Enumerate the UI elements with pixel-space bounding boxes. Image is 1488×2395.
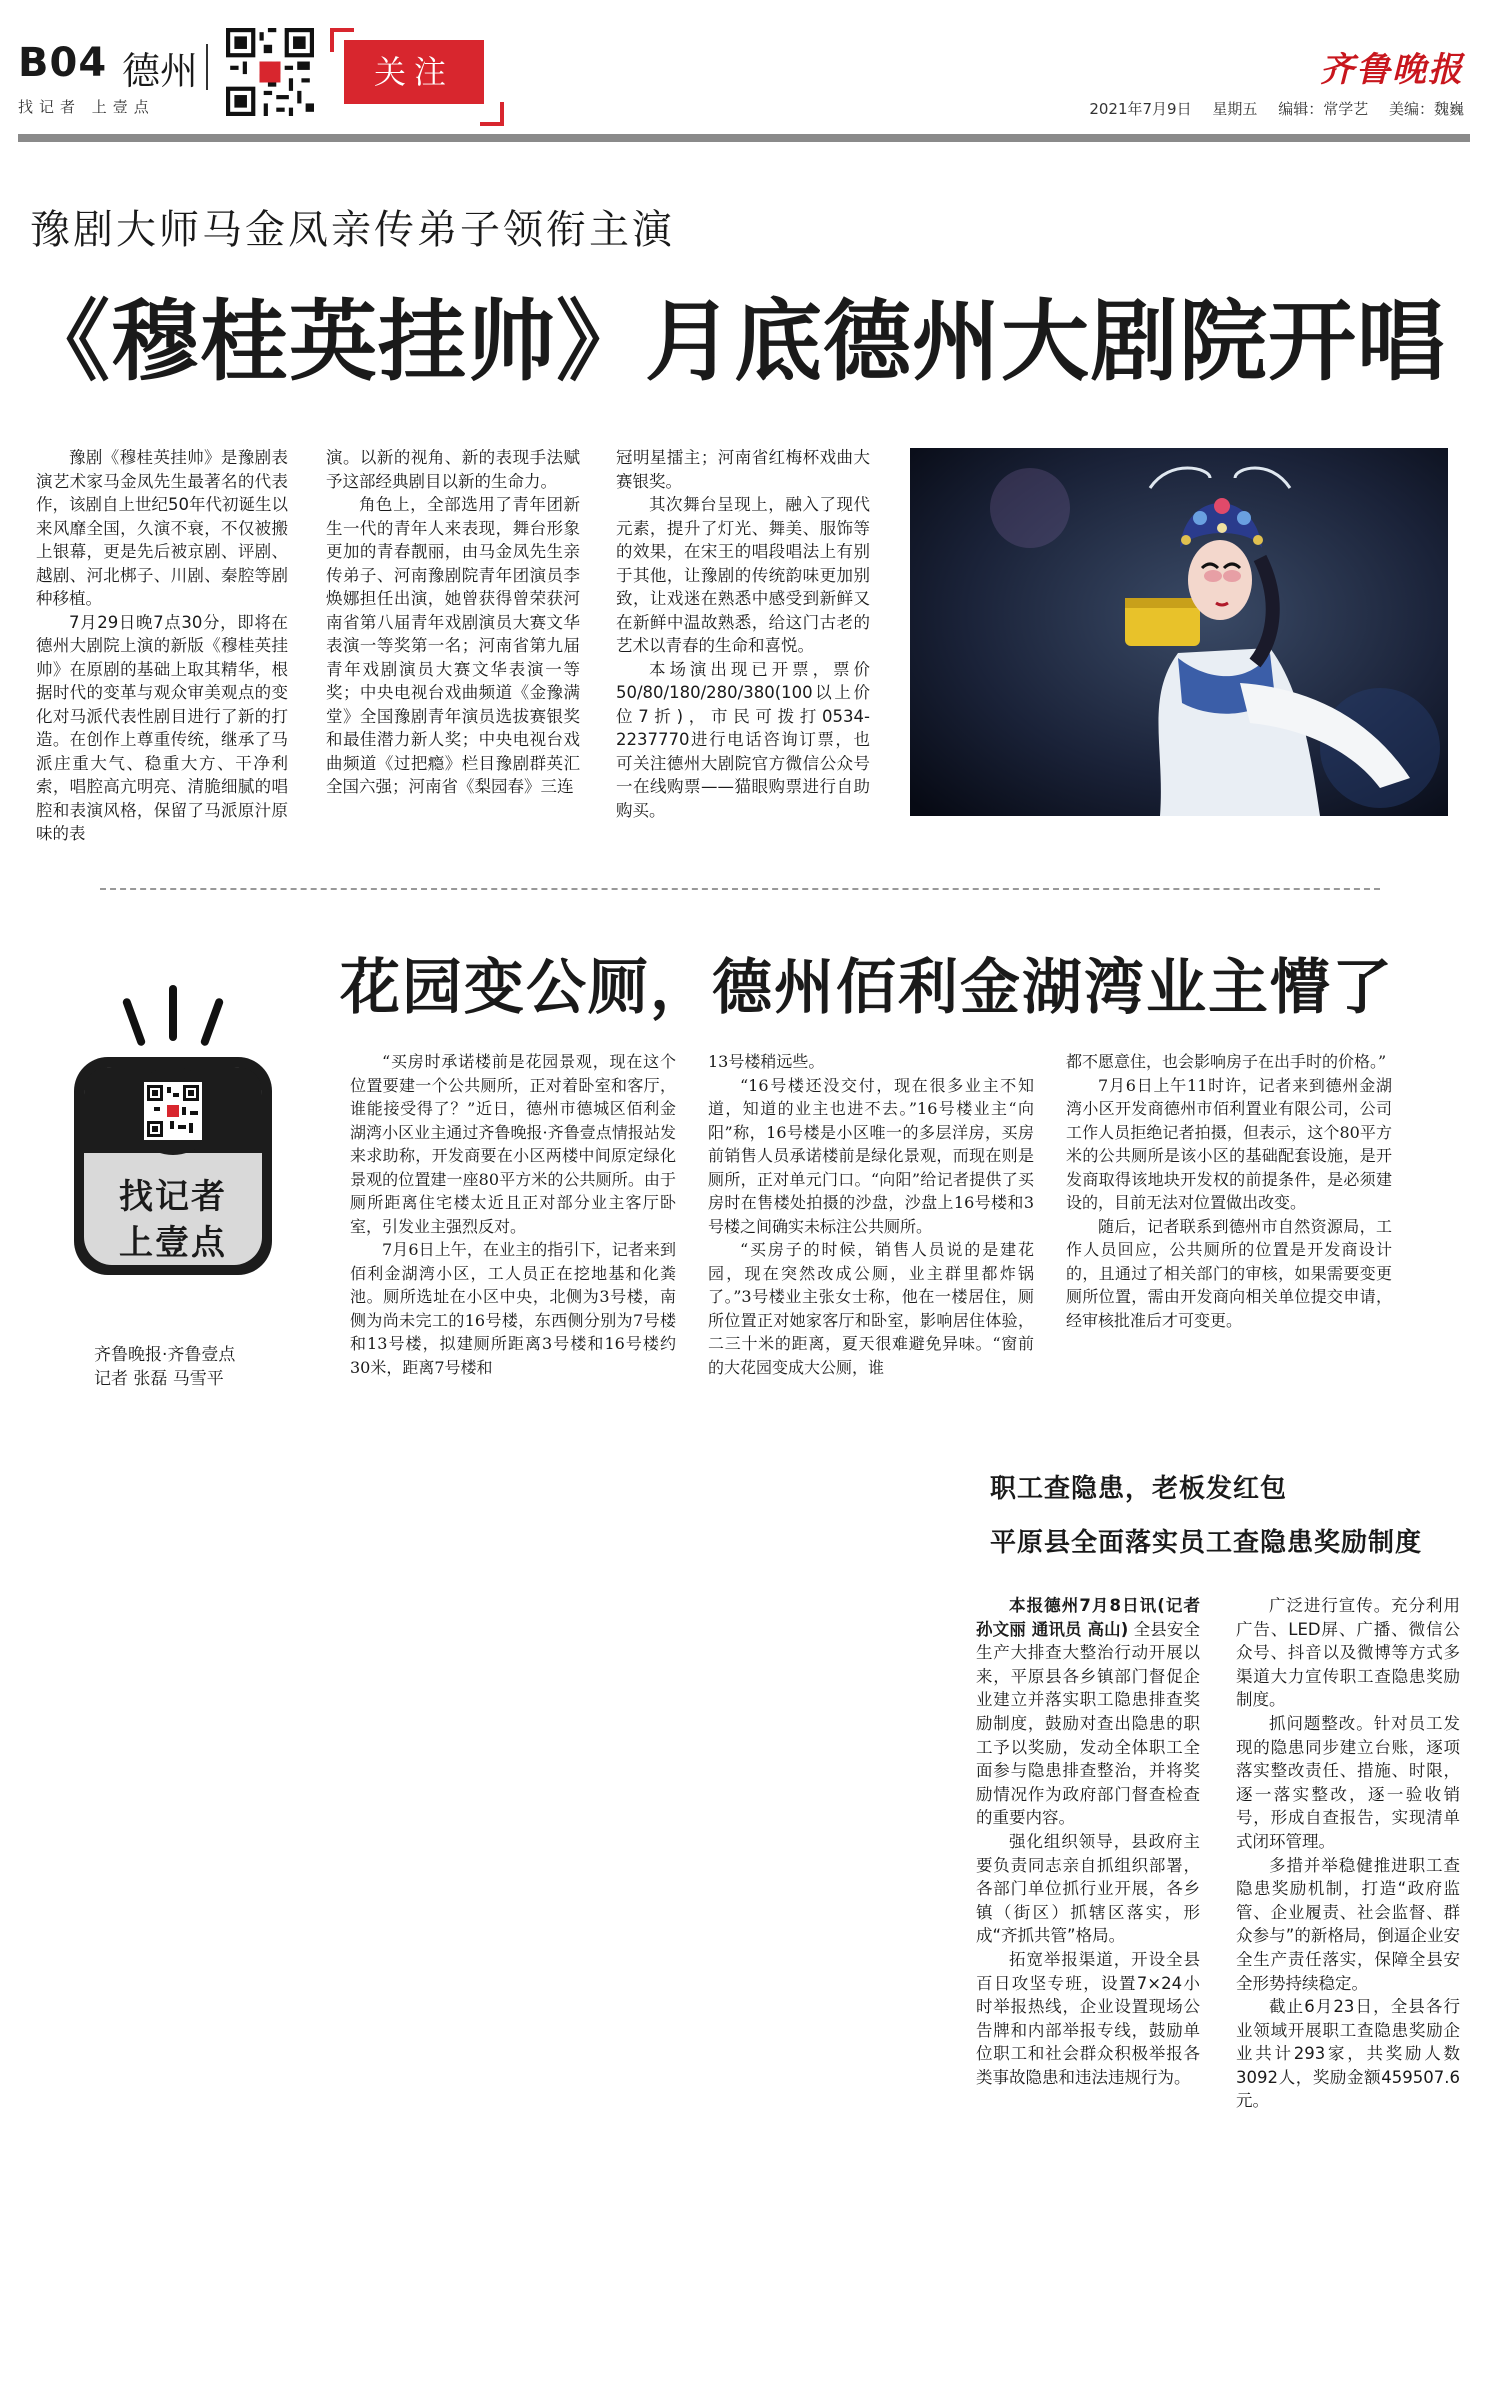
header-divider [206,44,208,90]
article1-column-1 [36,446,288,846]
paragraph: 13号楼稍远些。 [708,1052,825,1071]
article2-column-2 [708,1050,1034,1379]
designer-credit: 美编：魏巍 [1388,100,1464,118]
article2-source: 齐鲁晚报·齐鲁壹点 [94,1345,236,1365]
reporter-hotline-card[interactable] [74,985,272,1275]
paragraph: 7月29日晚7点30分，即将在德州大剧院上演的新版《穆桂英挂帅》在原剧的基础上取其精华，根据时代的变革与观众审美观点的变化对马派代表性剧目进行了新的打造。在创作上尊重传统，继承了马派庄重大气、稳重大方、干净利索，唱腔高亢明亮、清脆细腻的唱腔和表演风格，保留了马派原汁原味的表 [36,612,288,843]
paragraph: 7月6日上午，在业主的指引下，记者来到佰利金湖湾小区，工人员正在挖地基和化粪池。厕所选址在小区中央，北侧为3号楼，南侧为尚未完工的16号楼，东西侧分别为7号楼和13号楼，拟建厕所距离3号楼和16号楼约30米，距离7号楼和 [350,1240,676,1377]
paragraph: 随后，记者联系到德州市自然资源局，工作人员回应，公共厕所的位置是开发商设计的，且通过了相关部门的审核，如果需要变更厕所位置，需由开发商向相关单位提交申请，经审核批准后才可变更。 [1066,1216,1392,1330]
article3-dateline: 本报德州7月8日讯(记者 孙文丽 通讯员 高山) [976,1596,1200,1639]
header-slogan: 找记者 上壹点 [18,98,155,116]
paragraph: “16号楼还没交付，现在很多业主不知道，知道的业主也进不去。”16号楼业主“向阳”称，16号楼是小区唯一的多层洋房，买房前销售人员承诺楼前是绿化景观，而现在则是厕所，正对单元门口。“向阳”给记者提供了买房时在售楼处拍摄的沙盘，沙盘上16号楼和3号楼之间确实未标注公共厕所。 [708,1075,1034,1236]
card-label-line1: 找记者 [119,1177,227,1217]
paragraph: 7月6日上午11时许，记者来到德州金湖湾小区开发商德州市佰利置业有限公司，公司工作人员拒绝记者拍摄，但表示，这个80平方米的公共厕所是该小区的基础配套设施，是开发商取得该地块开发权的前提条件，是必须建设的，目前无法对位置做出改变。 [1066,1075,1392,1212]
paragraph: 其次舞台呈现上，融入了现代元素，提升了灯光、舞美、服饰等的效果，在宋王的唱段唱法上有别于其他，让豫剧的传统韵味更加别致，让戏迷在熟悉中感受到新鲜又在新鲜中温故熟悉，给这门古老的艺术以青春的生命和喜悦。 [616,495,870,655]
paragraph: 豫剧《穆桂英挂帅》是豫剧表演艺术家马金凤先生最著名的代表作，该剧自上世纪50年代初诞生以来风靡全国，久演不衰，不仅被搬上银幕，更是先后被京剧、评剧、越剧、河北梆子、川剧、秦腔等剧种移植。 [36,448,288,608]
tag-corner-mark [330,28,354,52]
paragraph [976,1594,1200,1830]
header-info [1073,98,1464,119]
section-tag: 关注 [344,40,484,104]
header-rule [18,134,1470,142]
page-number: B04 [18,40,108,86]
section-city: 德州 [122,49,199,93]
paragraph: “买房时承诺楼前是花园景观，现在这个位置要建一个公共厕所，正对着卧室和客厅，谁能接受得了？”近日，德州市德城区佰利金湖湾小区业主通过齐鲁晚报·齐鲁壹点情报站发来求助称，开发商要在小区两楼中间原定绿化景观的位置建一座80平方米的公共厕所。由于厕所距离住宅楼太近且正对部分业主客厅卧室，引发业主强烈反对。 [350,1052,676,1236]
article3-column-2 [1236,1594,1460,2113]
opera-performer-photo [910,448,1448,816]
paragraph: 强化组织领导，县政府主要负责同志亲自抓组织部署，各部门单位抓行业开展，各乡镇（街区）抓辖区落实，形成“齐抓共管”格局。 [976,1831,1200,1946]
qr-code-icon[interactable] [226,28,314,116]
article1-kicker: 豫剧大师马金凤亲传弟子领衔主演 [30,207,675,253]
article2-reporters: 记者 张磊 马雪平 [94,1369,224,1389]
paragraph: 冠明星擂主；河南省红梅杯戏曲大赛银奖。 [616,448,870,491]
paragraph: 广泛进行宣传。充分利用广告、LED屏、广播、微信公众号、抖音以及微博等方式多渠道大力宣传职工查隐患奖励制度。 [1236,1596,1460,1710]
article2-column-3 [1066,1050,1392,1332]
article1-title: 《穆桂英挂帅》月底德州大剧院开唱 [22,289,1447,393]
tag-corner-mark [480,102,504,126]
issue-date: 2021年7月9日 [1089,100,1192,118]
section-divider [100,888,1380,890]
paragraph: 抓问题整改。针对员工发现的隐患同步建立台账，逐项落实整改责任、措施、时限，逐一落实整改，逐一验收销号，形成自查报告，实现清单式闭环管理。 [1236,1713,1460,1851]
card-label-line2: 上壹点 [119,1223,227,1263]
paragraph: 拓宽举报渠道，开设全县百日攻坚专班，设置7×24小时举报热线，企业设置现场公告牌和内部举报专线，鼓励单位职工和社会群众积极举报各类事故隐患和违法违规行为。 [976,1949,1200,2087]
paragraph: 演。以新的视角、新的表现手法赋予这部经典剧目以新的生命力。 [326,448,580,491]
article3-subtitle: 平原县全面落实员工查隐患奖励制度 [990,1528,1423,1558]
article2-column-1 [350,1050,676,1379]
editor-credit: 编辑：常学艺 [1278,100,1369,118]
issue-weekday: 星期五 [1212,100,1258,118]
paragraph-text: 全县安全生产大排查大整治行动开展以来，平原县各乡镇部门督促企业建立并落实职工隐患排查奖励制度，鼓励对查出隐患的职工予以奖励，发动全体职工全面参与隐患排查整治，并将奖励情况作为政府部门督查检查的重要内容。 [976,1619,1201,1828]
newspaper-logo: 齐鲁晚报 [1320,50,1464,90]
paragraph: 角色上，全部选用了青年团新生一代的青年人来表现，舞台形象更加的青春靓丽，由马金凤先生亲传弟子、河南豫剧院青年团演员李焕娜担任出演，她曾获得曾荣获河南省第八届青年戏剧演员大赛文华表演一等奖第一名；河南省第九届青年戏剧演员大赛文华表演一等奖；中央电视台戏曲频道《金豫满堂》全国豫剧青年演员选拔赛银奖和最佳潜力新人奖；中央电视台戏曲频道《过把瘾》栏目豫剧群英汇全国六强；河南省《梨园春》三连 [326,495,580,796]
article1-column-3 [616,446,870,822]
article3-title: 职工查隐患，老板发红包 [990,1474,1288,1504]
paragraph: “买房子的时候，销售人员说的是建花园，现在突然改成公厕，业主群里都炸锅了。”3号楼业主张女士称，他在一楼居住，厕所位置正对她家客厅和卧室，影响居住体验，二三十米的距离，夏天很难避免异味。“窗前的大花园变成大公厕，谁 [708,1240,1034,1377]
article1-column-2 [326,446,580,799]
paragraph: 本场演出现已开票，票价50/80/180/280/380(100以上价位7折)，市民可拨打0534-2237770进行电话咨询订票，也可关注德州大剧院官方微信公众号一在线购票——猫眼购票进行自助购买。 [616,659,870,820]
paragraph: 截止6月23日，全县各行业领域开展职工查隐患奖励企业共计293家，共奖励人数3092人，奖励金额459507.6元。 [1236,1997,1460,2111]
paragraph: 多措并举稳健推进职工查隐患奖励机制，打造“政府监管、企业履责、社会监督、群众参与”的新格局，倒逼企业安全生产责任落实，保障全县安全形势持续稳定。 [1236,1855,1460,1993]
article2-title: 花园变公厕，德州佰利金湖湾业主懵了 [340,953,1394,1023]
paragraph: 都不愿意住，也会影响房子在出手时的价格。” [1066,1052,1387,1071]
article3-column-1 [976,1594,1200,2089]
